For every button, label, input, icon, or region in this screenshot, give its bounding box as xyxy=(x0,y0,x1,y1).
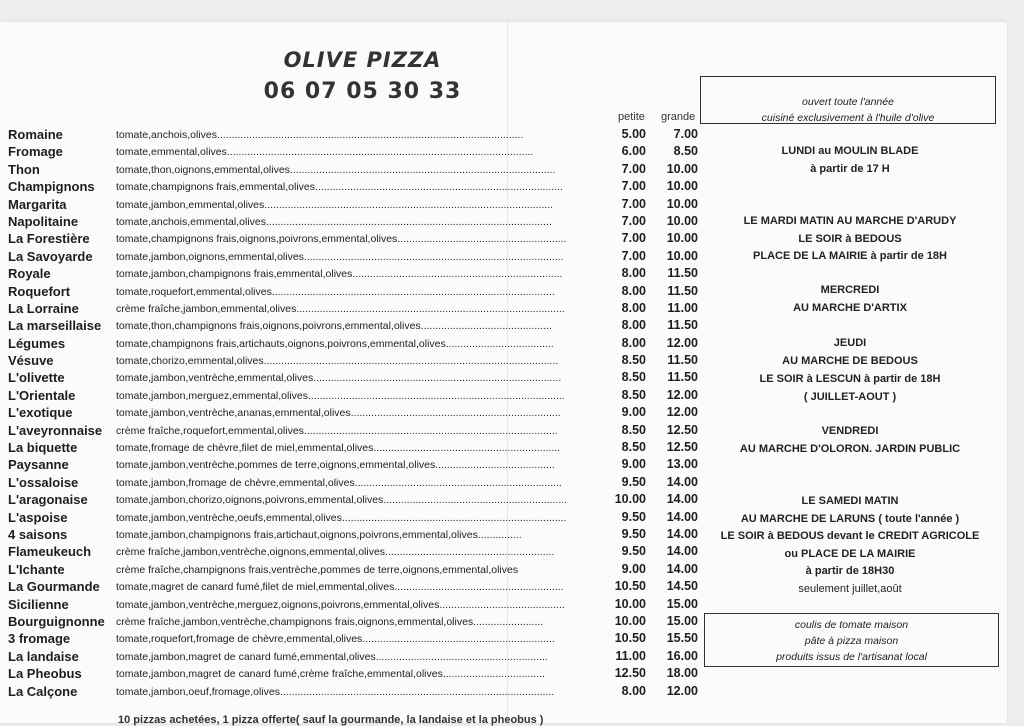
pizza-name: Thon xyxy=(8,161,40,177)
schedule-line: ( JUILLET-AOUT ) xyxy=(803,391,897,403)
pizza-row xyxy=(0,352,700,369)
price-petite: 10.00 xyxy=(614,613,646,628)
pizza-ingredients: crème fraîche,jambon,emmental,olives............................................................................................ xyxy=(116,302,565,315)
pizza-row xyxy=(0,630,700,647)
price-grande: 12.00 xyxy=(666,335,698,350)
pizza-name: L'Orientale xyxy=(8,387,76,403)
price-petite: 9.00 xyxy=(621,405,646,420)
pizza-name: Vésuve xyxy=(8,353,54,369)
pizza-name: Champignons xyxy=(8,179,95,195)
pizza-name: L'exotique xyxy=(8,405,73,421)
pizza-name: Romaine xyxy=(8,127,63,142)
price-petite: 11.00 xyxy=(615,648,646,663)
pizza-row xyxy=(0,509,700,526)
price-petite: 8.50 xyxy=(621,422,646,437)
pizza-row xyxy=(0,613,700,630)
restaurant-name: OLIVE PIZZA xyxy=(283,48,442,72)
schedule-line: JEUDI xyxy=(833,337,867,349)
price-grande: 10.00 xyxy=(666,179,698,194)
schedule-line: VENDREDI xyxy=(821,425,879,437)
pizza-ingredients: crème fraîche,jambon,ventrèche,oignons,emmental,olives.......................................................... xyxy=(116,546,555,559)
pizza-ingredients: tomate,chorizo,emmental,olives..................................................................................................... xyxy=(116,355,559,368)
pizza-ingredients: tomate,jambon,champignons frais,artichaut,oignons,poivrons,emmental,olives............... xyxy=(116,528,522,541)
price-petite: 8.00 xyxy=(621,300,646,315)
pizza-row xyxy=(0,230,700,247)
pizza-row xyxy=(0,456,700,473)
pizza-row xyxy=(0,248,700,265)
pizza-row xyxy=(0,265,700,282)
pizza-name: Fromage xyxy=(8,144,63,160)
pizza-name: Paysanne xyxy=(8,457,69,473)
price-petite: 7.00 xyxy=(621,161,646,176)
pizza-ingredients: tomate,jambon,magret de canard fumé,emmental,olives........................................................... xyxy=(116,650,548,663)
pizza-row xyxy=(0,543,700,560)
pizza-name: La landaise xyxy=(8,648,79,664)
pizza-name: L'ossaloise xyxy=(8,474,79,490)
price-grande: 12.00 xyxy=(666,405,698,420)
pizza-name: Flameukeuch xyxy=(8,544,92,560)
pizza-name: Légumes xyxy=(8,335,66,351)
price-petite: 12.50 xyxy=(614,666,646,681)
price-grande: 14.00 xyxy=(666,561,698,576)
pizza-name: La Calçone xyxy=(8,683,78,699)
pizza-ingredients: tomate,jambon,ventrèche,emmental,olives..................................................................................... xyxy=(116,372,562,385)
info-box-top xyxy=(700,76,996,124)
pizza-ingredients: tomate,jambon,ventrèche,oeufs,emmental,olives............................................................................. xyxy=(116,511,567,524)
price-petite: 7.00 xyxy=(621,248,646,263)
column-header-petite: petite xyxy=(618,111,645,123)
price-grande: 11.50 xyxy=(667,353,698,368)
schedule-line: MERCREDI xyxy=(820,284,880,296)
pizza-name: La marseillaise xyxy=(8,318,102,334)
pizza-row xyxy=(0,300,700,317)
pizza-row xyxy=(0,283,700,300)
price-petite: 7.00 xyxy=(621,196,646,211)
price-petite: 10.50 xyxy=(614,631,646,646)
pizza-name: L'aveyronnaise xyxy=(8,422,103,438)
pizza-ingredients: tomate,jambon,oignons,emmental,olives......................................................................................... xyxy=(116,250,564,263)
pizza-row xyxy=(0,126,700,143)
price-grande: 10.00 xyxy=(666,248,698,263)
price-petite: 5.00 xyxy=(621,127,646,141)
schedule-line: AU MARCHE DE BEDOUS xyxy=(782,355,918,367)
price-grande: 15.50 xyxy=(666,631,698,646)
column-header-grande: grande xyxy=(661,111,696,123)
price-grande: 10.00 xyxy=(666,161,698,176)
pizza-name: La Gourmande xyxy=(8,579,100,595)
pizza-name: La Pheobus xyxy=(8,666,82,682)
price-petite: 8.00 xyxy=(621,335,646,350)
pizza-ingredients: tomate,thon,champignons frais,oignons,poivrons,emmental,olives............................................. xyxy=(116,320,552,333)
price-petite: 8.00 xyxy=(621,266,646,281)
schedule-line: LE SAMEDI MATIN xyxy=(801,495,899,507)
pizza-ingredients: tomate,jambon,ventrèche,ananas,emmental,olives........................................................................ xyxy=(116,407,561,420)
pizza-ingredients: crème fraîche,roquefort,emmental,olives....................................................................................... xyxy=(116,424,558,437)
price-petite: 10.00 xyxy=(614,492,646,507)
schedule-line: PLACE DE LA MAIRIE à partir de 18H xyxy=(753,250,947,262)
pizza-ingredients: tomate,jambon,oeuf,fromage,olives.............................................................................................. xyxy=(116,685,555,698)
price-grande: 12.50 xyxy=(666,422,698,437)
pizza-ingredients: tomate,fromage de chèvre,filet de miel,emmental,olives................................................................ xyxy=(116,442,561,455)
info-line: pâte à pizza maison xyxy=(804,635,899,647)
pizza-row xyxy=(0,561,700,578)
schedule-line: seulement juillet,août xyxy=(798,583,902,595)
pizza-name: Sicilienne xyxy=(8,596,69,612)
pizza-ingredients: tomate,anchois,emmental,olives.................................................................................................. xyxy=(116,215,552,228)
phone-number: 06 07 05 30 33 xyxy=(263,79,462,104)
price-petite: 9.50 xyxy=(621,544,646,559)
pizza-ingredients: tomate,jambon,fromage de chèvre,emmental,olives....................................................................... xyxy=(116,476,562,489)
pizza-row xyxy=(0,439,700,456)
info-box-bottom xyxy=(704,613,999,667)
price-grande: 14.00 xyxy=(666,492,698,507)
pizza-ingredients: tomate,magret de canard fumé,filet de miel,emmental,olives.......................................................... xyxy=(116,581,564,594)
schedule-line: AU MARCHE DE LARUNS ( toute l'année ) xyxy=(740,513,960,525)
price-grande: 11.50 xyxy=(667,318,698,333)
schedule-line: AU MARCHE D'ARTIX xyxy=(793,302,907,314)
pizza-name: 4 saisons xyxy=(8,526,68,542)
schedule-line: LE SOIR à BEDOUS xyxy=(798,233,902,245)
pizza-name: La Forestière xyxy=(8,231,90,247)
schedule-line: à partir de 18H30 xyxy=(805,565,895,577)
schedule-line: LUNDI au MOULIN BLADE xyxy=(781,145,919,157)
price-grande: 11.50 xyxy=(667,266,698,281)
price-petite: 8.50 xyxy=(621,387,646,402)
pizza-name: L'olivette xyxy=(8,370,65,386)
pizza-row xyxy=(0,491,700,508)
price-petite: 8.00 xyxy=(621,283,646,298)
price-grande: 15.00 xyxy=(666,613,698,628)
schedule-line: AU MARCHE D'OLORON. JARDIN PUBLIC xyxy=(739,443,961,455)
price-grande: 8.50 xyxy=(673,144,698,159)
price-petite: 8.50 xyxy=(621,440,646,455)
pizza-row xyxy=(0,526,700,543)
pizza-name: La biquette xyxy=(8,440,78,456)
pizza-row xyxy=(0,422,700,439)
pizza-row xyxy=(0,387,700,404)
pizza-row xyxy=(0,648,700,665)
info-line: cuisiné exclusivement à l'huile d'olive xyxy=(761,112,935,124)
pizza-ingredients: tomate,champignons frais,emmental,olives..................................................................................... xyxy=(116,181,563,194)
pizza-ingredients: crème fraîche,champignons frais,ventrèche,pommes de terre,oignons,emmental,olives xyxy=(116,563,519,576)
schedule-line: LE SOIR à BEDOUS devant le CREDIT AGRICOLE xyxy=(720,530,980,542)
pizza-row xyxy=(0,178,700,195)
price-grande: 11.50 xyxy=(667,283,698,298)
pizza-name: L'aspoise xyxy=(8,509,68,525)
info-line: produits issus de l'artisanat local xyxy=(776,651,927,663)
pizza-ingredients: tomate,roquefort,emmental,olives................................................................................................. xyxy=(116,285,555,298)
schedule-line: LE SOIR à LESCUN à partir de 18H xyxy=(759,373,941,385)
pizza-row xyxy=(0,578,700,595)
price-grande: 14.50 xyxy=(666,579,698,594)
pizza-row xyxy=(0,335,700,352)
pizza-name: Margarita xyxy=(8,196,67,212)
price-petite: 8.50 xyxy=(621,353,646,368)
price-grande: 14.00 xyxy=(666,509,698,524)
pizza-name: L'Ichante xyxy=(8,561,65,577)
pizza-ingredients: tomate,jambon,merguez,emmental,olives........................................................................................ xyxy=(116,389,565,402)
schedule-line: à partir de 17 H xyxy=(810,163,890,175)
price-petite: 8.50 xyxy=(621,370,646,385)
price-petite: 10.00 xyxy=(614,596,646,611)
pizza-row xyxy=(0,196,700,213)
price-grande: 16.00 xyxy=(666,648,698,663)
price-petite: 7.00 xyxy=(621,213,646,228)
price-petite: 9.50 xyxy=(621,474,646,489)
price-grande: 12.00 xyxy=(666,683,698,698)
pizza-ingredients: tomate,champignons frais,oignons,poivrons,emmental,olives.......................................................... xyxy=(116,233,567,246)
pizza-row xyxy=(0,369,700,386)
pizza-row xyxy=(0,213,700,230)
info-line: coulis de tomate maison xyxy=(794,619,909,631)
price-grande: 7.00 xyxy=(673,127,698,141)
price-grande: 12.50 xyxy=(666,440,698,455)
price-grande: 15.00 xyxy=(666,596,698,611)
pizza-ingredients: tomate,jambon,ventrèche,pommes de terre,oignons,emmental,olives......................................... xyxy=(116,459,555,472)
pizza-ingredients: tomate,emmental,olives......................................................................................................... xyxy=(116,146,534,159)
pizza-row xyxy=(0,161,700,178)
price-grande: 18.00 xyxy=(666,666,698,681)
price-petite: 10.50 xyxy=(614,579,646,594)
pizza-ingredients: tomate,roquefort,fromage de chèvre,emmental,olives.................................................................. xyxy=(116,633,555,646)
pizza-ingredients: tomate,anchois,olives......................................................................................................... xyxy=(116,129,524,141)
pizza-name: La Savoyarde xyxy=(8,248,93,264)
pizza-ingredients: tomate,jambon,champignons frais,emmental,olives........................................................................ xyxy=(116,268,563,281)
pizza-row xyxy=(0,474,700,491)
price-grande: 14.00 xyxy=(666,544,698,559)
pizza-name: La Lorraine xyxy=(8,300,79,316)
price-petite: 9.50 xyxy=(621,526,646,541)
pizza-name: Bourguignonne xyxy=(8,613,105,629)
pizza-name: Royale xyxy=(8,266,51,282)
pizza-ingredients: tomate,jambon,emmental,olives................................................................................................... xyxy=(116,198,554,211)
price-petite: 8.00 xyxy=(621,683,646,698)
price-grande: 14.00 xyxy=(666,474,698,489)
pizza-ingredients: tomate,thon,oignons,emmental,olives........................................................................................... xyxy=(116,163,556,176)
price-petite: 9.00 xyxy=(621,561,646,576)
schedule-line: ou PLACE DE LA MAIRIE xyxy=(784,548,916,560)
price-petite: 7.00 xyxy=(621,231,646,246)
info-line: ouvert toute l'année xyxy=(802,96,894,108)
price-grande: 14.00 xyxy=(666,526,698,541)
price-grande: 11.50 xyxy=(667,370,698,385)
price-grande: 12.00 xyxy=(666,387,698,402)
pizza-ingredients: tomate,jambon,magret de canard fumé,crème fraîche,emmental,olives................................... xyxy=(116,668,545,681)
price-grande: 10.00 xyxy=(666,196,698,211)
pizza-row xyxy=(0,683,700,700)
pizza-name: L'aragonaise xyxy=(8,492,88,508)
pizza-row xyxy=(0,665,700,682)
pizza-name: Roquefort xyxy=(8,283,71,299)
pizza-ingredients: crème fraîche,jambon,ventrèche,champignons frais,oignons,emmental,olives........................ xyxy=(116,615,544,628)
price-grande: 10.00 xyxy=(666,213,698,228)
pizza-ingredients: tomate,jambon,chorizo,oignons,poivrons,emmental,olives............................................................... xyxy=(116,494,568,507)
pizza-ingredients: tomate,champignons frais,artichauts,oignons,poivrons,emmental,olives..................................... xyxy=(116,337,554,350)
price-grande: 11.00 xyxy=(667,300,698,315)
pizza-ingredients: tomate,jambon,ventrèche,merguez,oignons,poivrons,emmental,olives........................................... xyxy=(116,598,565,611)
pizza-row xyxy=(0,317,700,334)
schedule-line: LE MARDI MATIN AU MARCHE D'ARUDY xyxy=(743,215,957,227)
pizza-row xyxy=(0,143,700,160)
pizza-row xyxy=(0,404,700,421)
pizza-row xyxy=(0,596,700,613)
price-petite: 9.50 xyxy=(621,509,646,524)
pizza-name: Napolitaine xyxy=(8,213,79,229)
pizza-list xyxy=(0,126,700,700)
price-grande: 10.00 xyxy=(666,231,698,246)
price-petite: 6.00 xyxy=(621,144,646,159)
price-petite: 8.00 xyxy=(621,318,646,333)
loyalty-note: 10 pizzas achetées, 1 pizza offerte( sauf la gourmande, la landaise et la pheobus ) xyxy=(118,714,544,726)
pizza-name: 3 fromage xyxy=(8,631,71,647)
price-grande: 13.00 xyxy=(666,457,698,472)
price-petite: 7.00 xyxy=(621,179,646,194)
price-petite: 9.00 xyxy=(621,457,646,472)
